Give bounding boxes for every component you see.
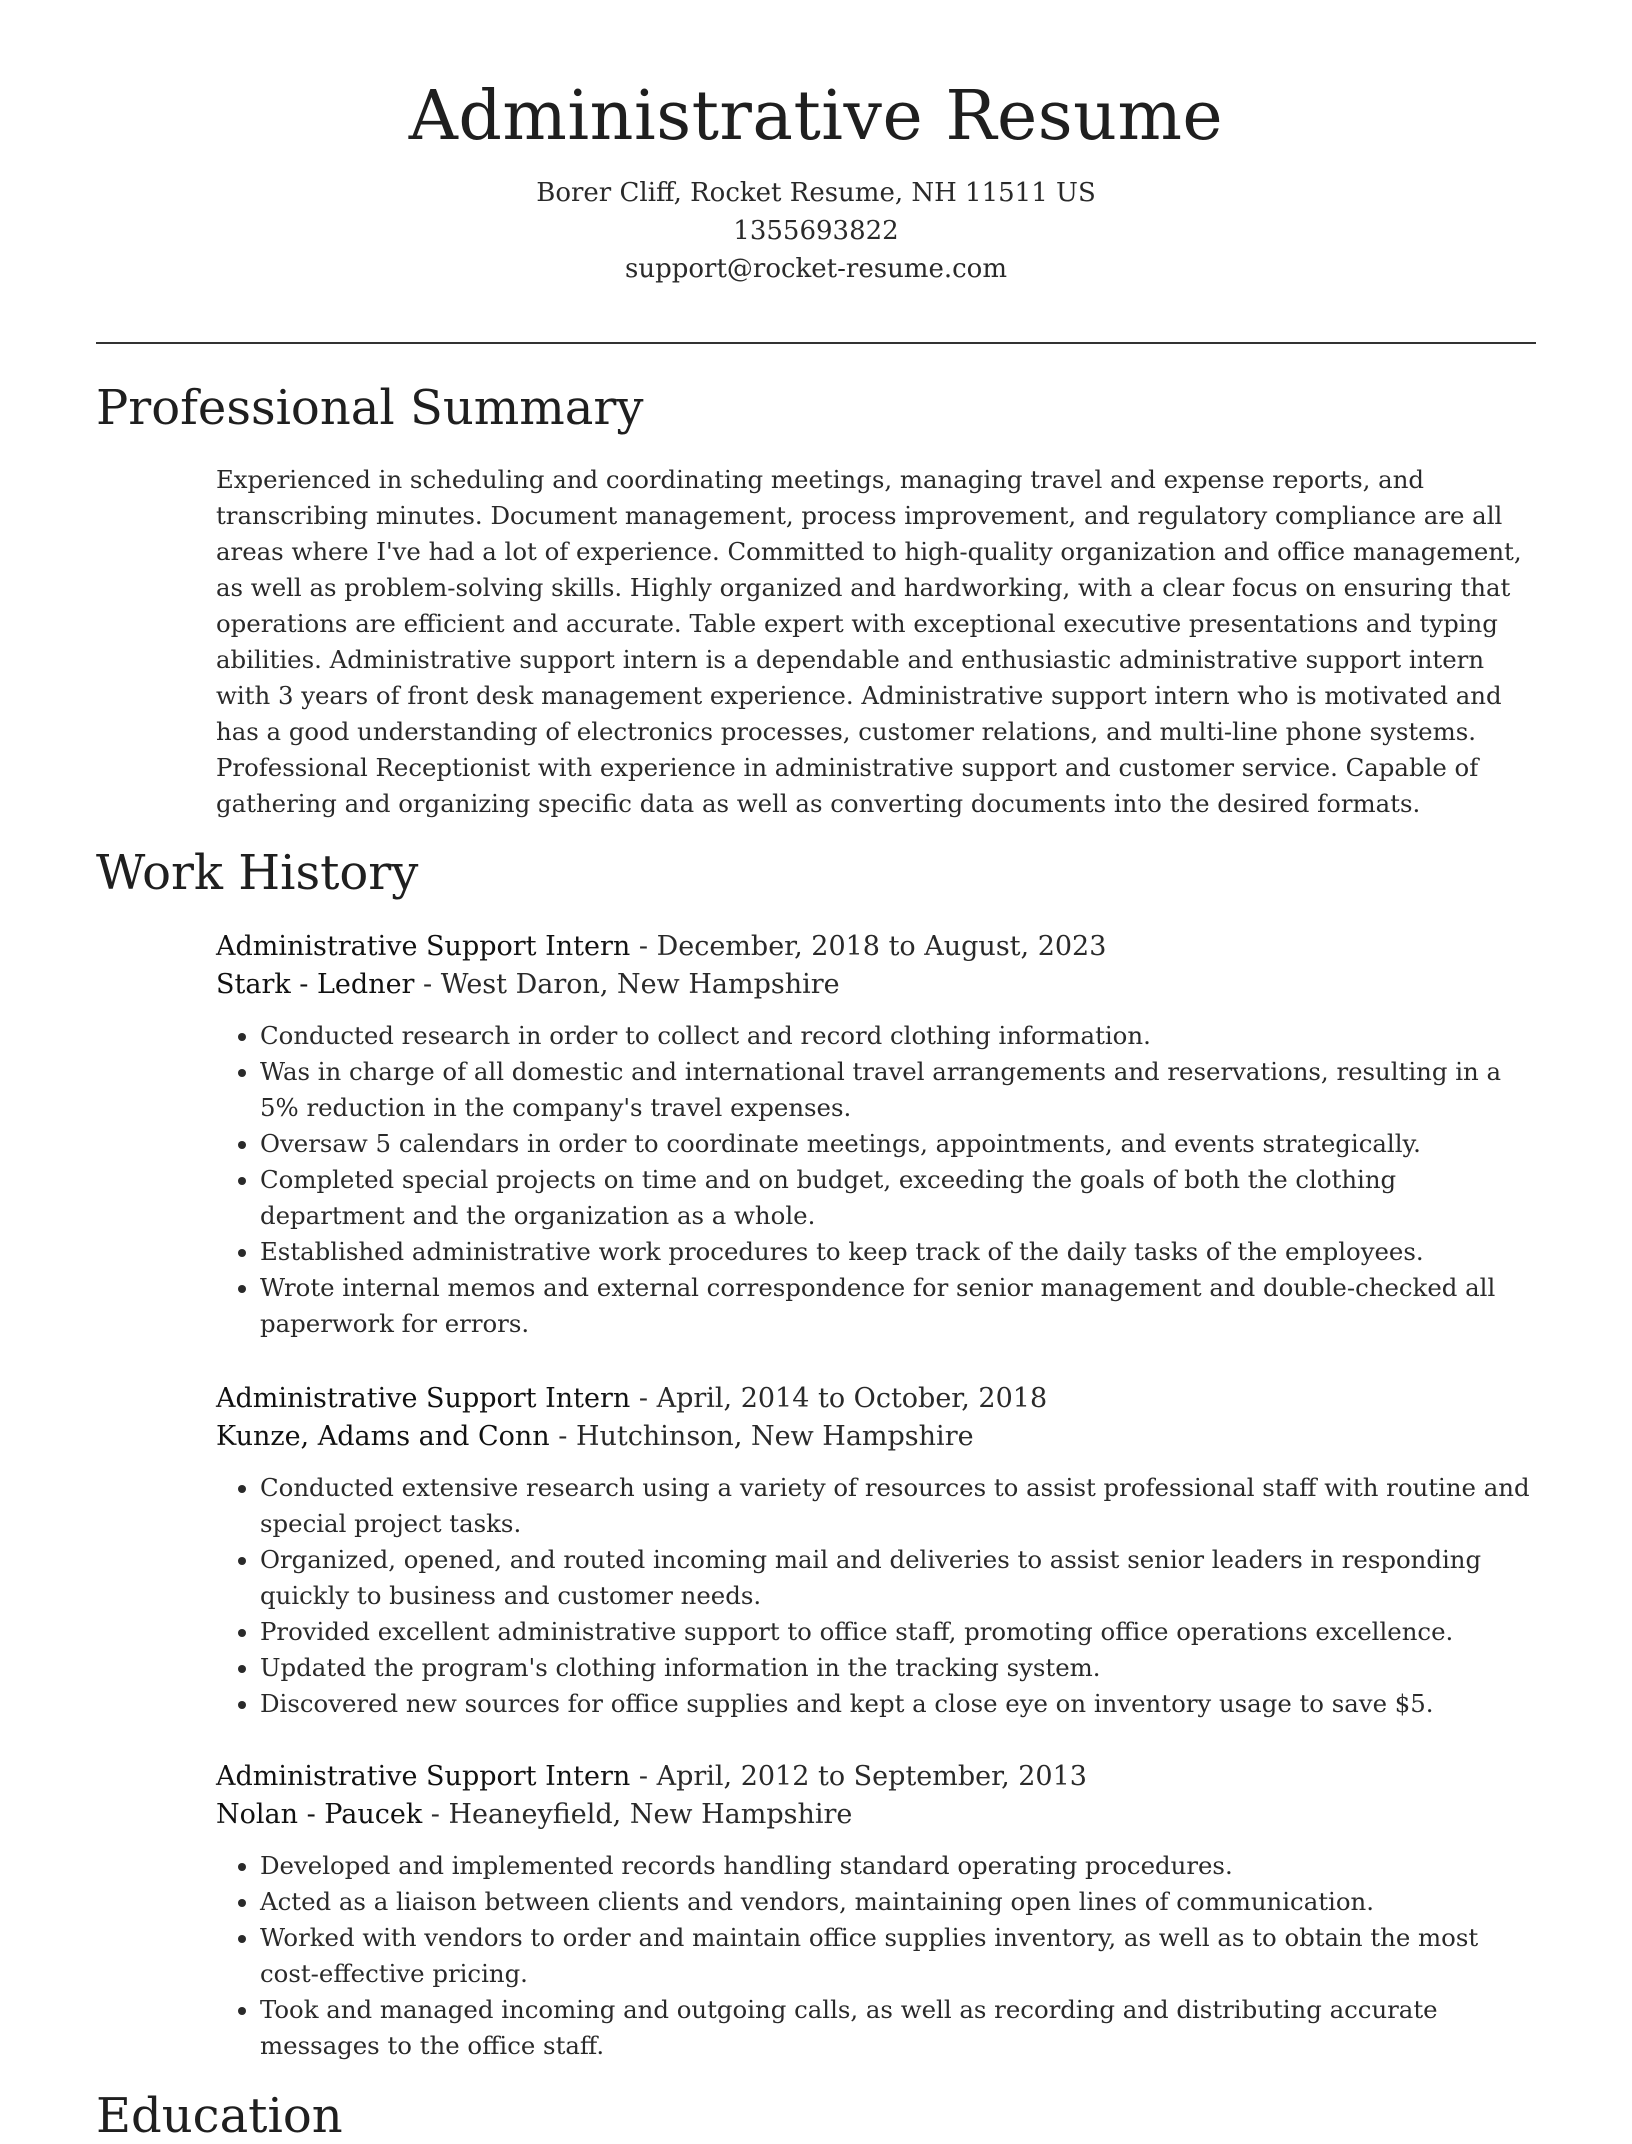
job-bullet: • Completed special projects on time and on budget, exceeding the goals of both the clothing department and the organization as a whole. [260,1162,1536,1234]
job-dates: April, 2014 to October, 2018 [656,1383,1048,1414]
job-dates: December, 2018 to August, 2023 [656,931,1107,962]
job-bullet: • Took and managed incoming and outgoing calls, as well as recording and distributing accurate messages to the office staff. [260,1992,1536,2064]
job-bullet: • Acted as a liaison between clients and vendors, maintaining open lines of communication. [260,1884,1536,1920]
resume-title: Administrative Resume [408,77,1224,156]
job-title-line: Administrative Support Intern - April, 2014 to October, 2018 [216,1383,1048,1414]
education-heading: Education [96,2088,343,2144]
job-location: Heaneyfield, New Hampshire [448,1799,853,1830]
job-company: Kunze, Adams and Conn [216,1421,550,1452]
job-title: Administrative Support Intern [216,1383,631,1414]
contact-email: support@rocket-resume.com [624,254,1007,285]
job-bullet: • Conducted research in order to collect and record clothing information. [260,1018,1536,1054]
summary-heading: Professional Summary [96,380,644,436]
summary-text: Experienced in scheduling and coordinating meetings, managing travel and expense reports, and transcribing minutes. Document management, process improvement, and regulatory compliance are all areas where I've had a lot of experience. Committed to high-quality organization and office management, as well as problem-solving skills. Highly organized and hardworking, with a clear focus on ensuring that operations are efficient and accurate. Table expert with exceptional executive presentations and typing abilities. Administrative support intern is a dependable and enthusiastic administrative support intern with 3 years of front desk management experience. Administrative support intern who is motivated and has a good understanding of electronics processes, customer relations, and multi-line phone systems. Professional Receptionist with experience in administrative support and customer service. Capable of gathering and organizing specific data as well as converting documents into the desired formats. [216,465,1522,818]
job-location: West Daron, New Hampshire [440,969,840,1000]
job-bullet: • Updated the program's clothing information in the tracking system. [260,1650,1536,1686]
job-title-line: Administrative Support Intern - April, 2012 to September, 2013 [216,1761,1087,1792]
job-company: Stark - Ledner [216,969,415,1000]
job-bullet: • Oversaw 5 calendars in order to coordinate meetings, appointments, and events strategically. [260,1126,1536,1162]
job-company-line: Stark - Ledner - West Daron, New Hampshire [216,969,840,1000]
contact-address: Borer Cliff, Rocket Resume, NH 11511 US [536,178,1096,209]
contact-phone: 1355693822 [733,216,899,247]
job-bullet: • Conducted extensive research using a variety of resources to assist professional staff with routine and special project tasks. [260,1470,1536,1542]
job-title: Administrative Support Intern [216,931,631,962]
job-bullet: • Developed and implemented records handling standard operating procedures. [260,1848,1536,1884]
header-divider [96,342,1536,344]
job-bullets [216,1848,1536,2064]
resume-header [0,78,1632,288]
work-history-heading: Work History [96,845,419,901]
job-entry [216,928,1536,1342]
job-bullets [216,1470,1536,1722]
job-bullet: • Was in charge of all domestic and international travel arrangements and reservations, resulting in a 5% reduction in the company's travel expenses. [260,1054,1536,1126]
job-company: Nolan - Paucek [216,1799,423,1830]
job-title: Administrative Support Intern [216,1761,631,1792]
job-entry [216,1380,1536,1722]
job-bullets [216,1018,1536,1342]
job-entry [216,1758,1536,2064]
job-bullet: • Established administrative work procedures to keep track of the daily tasks of the employees. [260,1234,1536,1270]
job-company-line: Kunze, Adams and Conn - Hutchinson, New Hampshire [216,1421,974,1452]
job-bullet: • Worked with vendors to order and maintain office supplies inventory, as well as to obtain the most cost-effective pricing. [260,1920,1536,1992]
job-company-line: Nolan - Paucek - Heaneyfield, New Hampshire [216,1799,853,1830]
job-bullet: • Discovered new sources for office supplies and kept a close eye on inventory usage to save $5. [260,1686,1536,1722]
job-title-line: Administrative Support Intern - December, 2018 to August, 2023 [216,931,1107,962]
contact-block [0,174,1632,288]
job-dates: April, 2012 to September, 2013 [656,1761,1087,1792]
job-bullet: • Organized, opened, and routed incoming mail and deliveries to assist senior leaders in responding quickly to business and customer needs. [260,1542,1536,1614]
job-location: Hutchinson, New Hampshire [576,1421,974,1452]
job-bullet: • Wrote internal memos and external correspondence for senior management and double-checked all paperwork for errors. [260,1270,1536,1342]
job-bullet: • Provided excellent administrative support to office staff, promoting office operations excellence. [260,1614,1536,1650]
